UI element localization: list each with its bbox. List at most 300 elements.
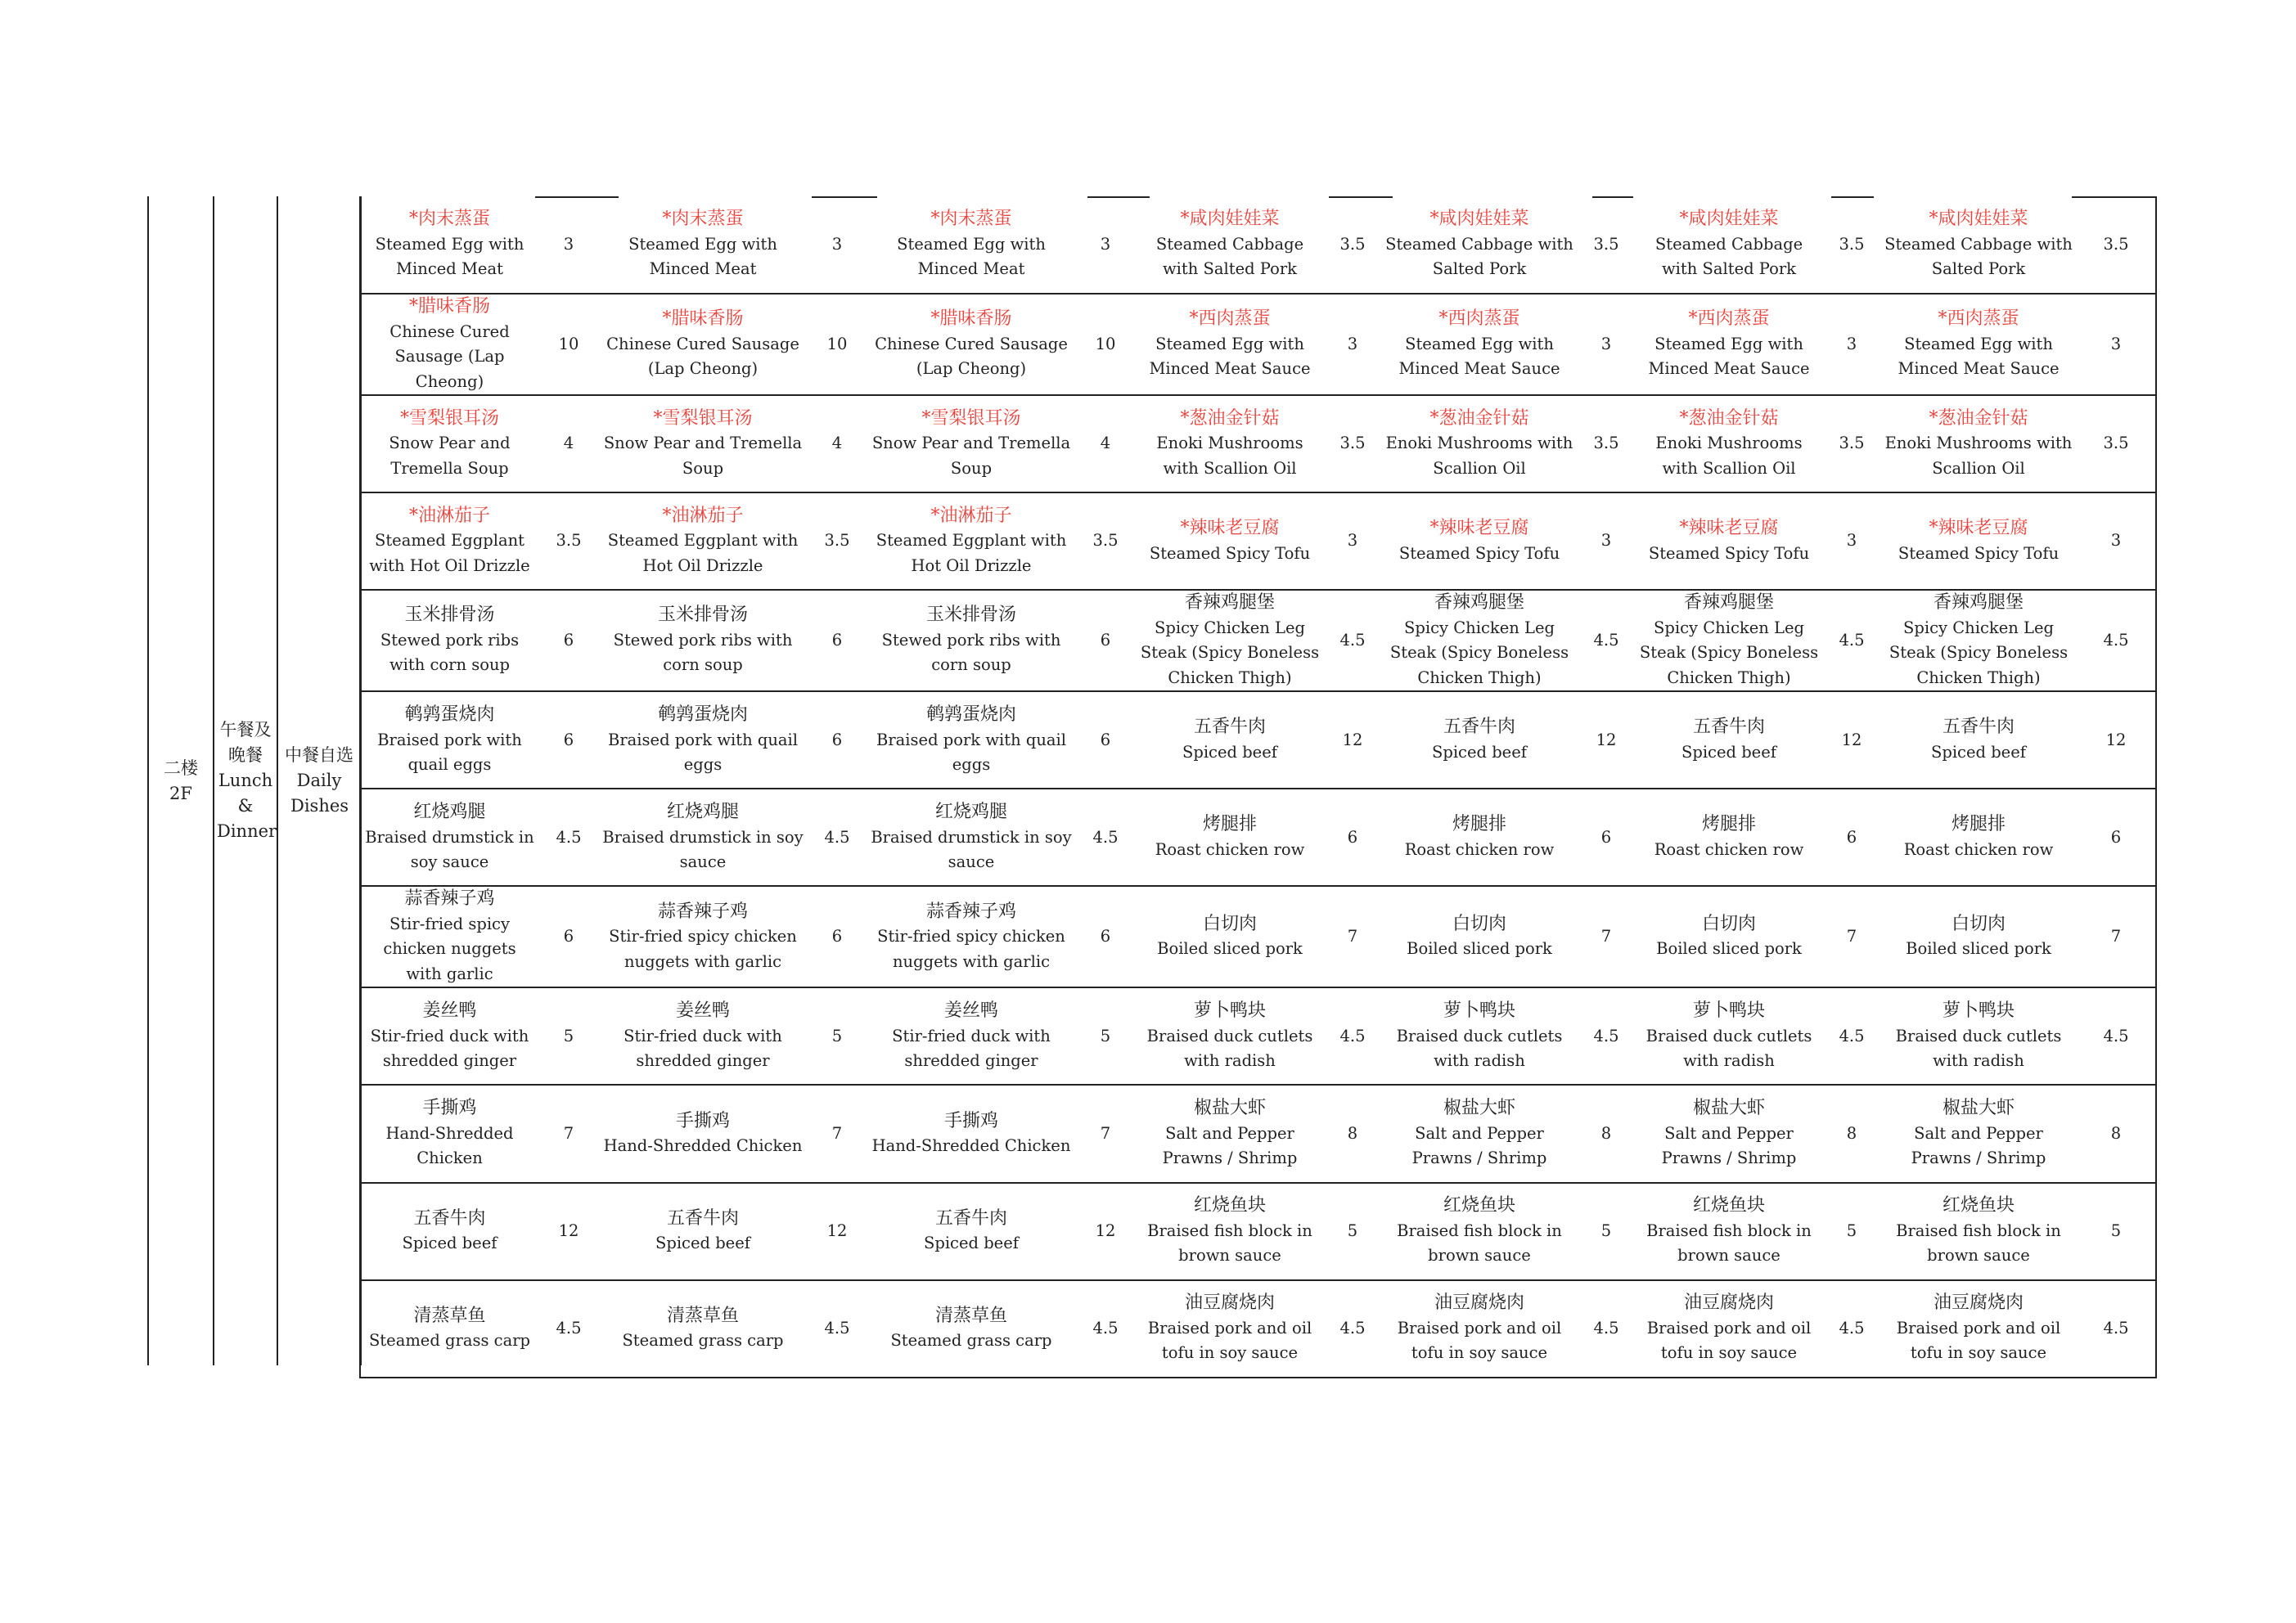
dish-name-en: Stir-fried duck with shredded ginger: [370, 1026, 529, 1071]
dish-name-cn: 白切肉: [1452, 913, 1506, 934]
dish-price: 3.5: [1075, 492, 1136, 590]
dish-cell: [1136, 1085, 1324, 1182]
dish-name-cn: *油淋茄子: [662, 505, 744, 526]
menu-row: [360, 1280, 2156, 1378]
dish-cell: [599, 886, 807, 987]
dish-name-cn: 白切肉: [1951, 913, 2006, 934]
dish-name-cn: 萝卜鸭块: [1942, 1000, 2015, 1022]
dish-name-cn: 姜丝鸭: [943, 1000, 998, 1022]
dish-name-cn: 五香牛肉: [413, 1207, 486, 1229]
dish-price: 6: [807, 691, 867, 789]
meal-label: [214, 196, 277, 1365]
dish-name-cn: 油豆腐烧肉: [1683, 1293, 1774, 1314]
dish-name-cn: *辣味老豆腐: [1180, 518, 1280, 539]
dish-price: 7: [538, 1085, 599, 1182]
dish-name-en: Snow Pear and Tremella Soup: [871, 434, 1071, 478]
dish-price: 3.5: [2077, 395, 2156, 492]
dish-cell: [1136, 590, 1324, 691]
floor-cn: 二楼: [164, 758, 198, 778]
dish-name-cn: 清蒸草鱼: [413, 1305, 486, 1326]
dish-price: 3: [1823, 294, 1880, 395]
menu-row: [360, 886, 2156, 987]
dish-name-en: Steamed Egg with Minced Meat Sauce: [1898, 334, 2060, 379]
dish-name-cn: *油淋茄子: [930, 505, 1012, 526]
dish-price: 12: [1578, 691, 1635, 789]
dish-name-cn: 五香牛肉: [1443, 717, 1515, 738]
dish-price: 3.5: [538, 492, 599, 590]
dish-name-en: Braised drumstick in soy sauce: [365, 827, 534, 872]
dish-name-en: Steamed Cabbage with Salted Pork: [1654, 234, 1803, 279]
dish-price: 7: [2077, 886, 2156, 987]
menu-row: [360, 1085, 2156, 1182]
dish-cell: [599, 590, 807, 691]
dish-name-cn: 红烧鱼块: [1692, 1195, 1765, 1216]
dish-name-en: Steamed Eggplant with Hot Oil Drizzle: [607, 531, 799, 575]
dish-cell: [360, 1085, 538, 1182]
dish-cell: [1635, 590, 1823, 691]
dish-price: 3.5: [1324, 196, 1381, 294]
dish-name-en: Steamed Eggplant with Hot Oil Drizzle: [369, 531, 530, 575]
dish-cell: [360, 1183, 538, 1280]
dish-cell: [1136, 1280, 1324, 1378]
dish-cell: [1880, 789, 2077, 886]
dish-price: 4.5: [1578, 590, 1635, 691]
dish-price: 7: [807, 1085, 867, 1182]
dish-cell: [599, 395, 807, 492]
dish-name-cn: 油豆腐烧肉: [1933, 1293, 2024, 1314]
dish-name-cn: 鹌鹑蛋烧肉: [404, 704, 495, 726]
dish-name-en: Roast chicken row: [1155, 839, 1305, 859]
dish-name-en: Braised duck cutlets with radish: [1895, 1026, 2062, 1071]
dish-price: 4: [1075, 395, 1136, 492]
dish-cell: [1381, 590, 1578, 691]
dish-name-en: Braised fish block in brown sauce: [1397, 1221, 1562, 1266]
dish-name-en: Spiced beef: [1431, 742, 1527, 762]
dish-price: 12: [1075, 1183, 1136, 1280]
dish-name-cn: 萝卜鸭块: [1692, 1000, 1765, 1022]
category-labels: [147, 196, 362, 1365]
dish-name-en: Boiled sliced pork: [1407, 939, 1552, 959]
dish-price: 3: [2077, 294, 2156, 395]
dish-name-en: Steamed Egg with Minced Meat Sauce: [1398, 334, 1560, 379]
dish-price: 4.5: [538, 1280, 599, 1378]
dish-name-cn: 白切肉: [1701, 913, 1756, 934]
dish-cell: [867, 294, 1075, 395]
dish-cell: [360, 196, 538, 294]
dish-cell: [1136, 691, 1324, 789]
dish-price: 7: [1075, 1085, 1136, 1182]
dish-cell: [1136, 395, 1324, 492]
dish-cell: [599, 1280, 807, 1378]
meal-cn: 午餐及晚餐: [219, 720, 272, 765]
dish-name-cn: 姜丝鸭: [422, 1000, 477, 1022]
dish-name-en: Steamed Egg with Minced Meat: [375, 234, 524, 279]
dish-cell: [360, 886, 538, 987]
dish-name-cn: *肉末蒸蛋: [408, 209, 490, 230]
dish-name-cn: 香辣鸡腿堡: [1933, 592, 2024, 614]
dish-price: 4: [538, 395, 599, 492]
menu-row: [360, 294, 2156, 395]
dish-name-en: Spiced beef: [923, 1234, 1019, 1253]
dish-name-en: Spiced beef: [1681, 742, 1776, 762]
dish-price: 8: [2077, 1085, 2156, 1182]
dish-name-cn: 香辣鸡腿堡: [1434, 592, 1524, 614]
dish-price: 6: [1578, 789, 1635, 886]
dish-cell: [867, 196, 1075, 294]
dish-cell: [1635, 691, 1823, 789]
dish-price: 3: [2077, 492, 2156, 590]
dish-name-en: Braised pork with quail eggs: [608, 730, 798, 775]
dish-cell: [1381, 196, 1578, 294]
dish-name-cn: 鹌鹑蛋烧肉: [657, 704, 748, 726]
dish-price: 3: [1578, 492, 1635, 590]
dish-name-cn: 红烧鱼块: [1443, 1195, 1515, 1216]
dish-price: 6: [538, 886, 599, 987]
dish-name-en: Steamed Cabbage with Salted Pork: [1385, 234, 1573, 279]
dish-cell: [360, 590, 538, 691]
dish-cell: [1136, 886, 1324, 987]
dish-name-cn: 五香牛肉: [934, 1207, 1007, 1229]
dish-price: 4.5: [807, 789, 867, 886]
dish-name-cn: *西肉蒸蛋: [1688, 308, 1770, 330]
meal-en: Lunch & Dinner: [217, 771, 277, 841]
dish-price: 10: [538, 294, 599, 395]
dish-price: 6: [807, 886, 867, 987]
dish-name-en: Roast chicken row: [1654, 839, 1804, 859]
dish-price: 3: [1075, 196, 1136, 294]
dish-name-cn: *西肉蒸蛋: [1189, 308, 1271, 330]
dish-name-cn: 烤腿排: [1202, 814, 1257, 835]
dish-name-cn: 玉米排骨汤: [404, 605, 495, 626]
dish-name-en: Steamed Spicy Tofu: [1149, 543, 1311, 563]
dish-name-cn: 五香牛肉: [1193, 717, 1266, 738]
dish-name-en: Spiced beef: [655, 1234, 750, 1253]
dish-cell: [360, 789, 538, 886]
dish-name-en: Spicy Chicken Leg Steak (Spicy Boneless Chicken Thigh): [1140, 618, 1320, 687]
dish-price: 4.5: [1823, 1280, 1880, 1378]
dish-cell: [599, 789, 807, 886]
dish-name-en: Braised drumstick in soy sauce: [871, 827, 1072, 872]
dish-name-en: Braised fish block in brown sauce: [1646, 1221, 1812, 1266]
dish-price: 3: [538, 196, 599, 294]
menu-row: [360, 987, 2156, 1085]
category-label: [277, 196, 361, 1365]
menu-row: [360, 691, 2156, 789]
dish-name-cn: 烤腿排: [1951, 814, 2006, 835]
dish-name-en: Salt and Pepper Prawns / Shrimp: [1162, 1123, 1298, 1168]
dish-cell: [1635, 789, 1823, 886]
dish-cell: [1880, 886, 2077, 987]
dish-cell: [1880, 1183, 2077, 1280]
floor-en: 2F: [169, 783, 192, 803]
dish-price: 7: [1324, 886, 1381, 987]
dish-price: 4.5: [1324, 987, 1381, 1085]
dish-name-en: Roast chicken row: [1903, 839, 2054, 859]
dish-name-en: Steamed Egg with Minced Meat: [628, 234, 777, 279]
dish-name-en: Steamed grass carp: [890, 1331, 1052, 1351]
dish-price: 10: [807, 294, 867, 395]
dish-price: 12: [1324, 691, 1381, 789]
dish-name-cn: 椒盐大虾: [1443, 1098, 1515, 1119]
dish-cell: [1136, 492, 1324, 590]
dish-price: 3.5: [1823, 196, 1880, 294]
dish-cell: [599, 691, 807, 789]
dish-name-en: Stewed pork ribs with corn soup: [881, 630, 1061, 675]
dish-name-en: Salt and Pepper Prawns / Shrimp: [1661, 1123, 1797, 1168]
dish-name-cn: *咸肉娃娃菜: [1429, 209, 1529, 230]
menu-table: [359, 196, 2157, 1378]
dish-name-en: Snow Pear and Tremella Soup: [603, 434, 803, 478]
dish-price: 4.5: [1075, 1280, 1136, 1378]
dish-cell: [1880, 395, 2077, 492]
dish-name-cn: 五香牛肉: [1942, 717, 2015, 738]
dish-price: 6: [1324, 789, 1381, 886]
dish-cell: [1635, 886, 1823, 987]
dish-name-en: Braised fish block in brown sauce: [1896, 1221, 2061, 1266]
dish-cell: [1635, 294, 1823, 395]
dish-cell: [867, 1085, 1075, 1182]
dish-cell: [867, 395, 1075, 492]
dish-cell: [1635, 492, 1823, 590]
dish-price: 4.5: [1075, 789, 1136, 886]
dish-name-en: Chinese Cured Sausage (Lap Cheong): [606, 334, 799, 379]
menu-row: [360, 395, 2156, 492]
dish-name-en: Steamed grass carp: [368, 1331, 531, 1351]
dish-name-cn: *葱油金针菇: [1429, 407, 1529, 429]
dish-cell: [1381, 1183, 1578, 1280]
dish-cell: [867, 590, 1075, 691]
dish-price: 6: [538, 590, 599, 691]
dish-price: 6: [1075, 691, 1136, 789]
dish-price: 8: [1578, 1085, 1635, 1182]
dish-name-cn: 蒜香辣子鸡: [404, 888, 495, 910]
dish-name-cn: 烤腿排: [1701, 814, 1756, 835]
dish-name-en: Spicy Chicken Leg Steak (Spicy Boneless Chicken Thigh): [1639, 618, 1819, 687]
dish-name-en: Stir-fried spicy chicken nuggets with garlic: [609, 927, 797, 971]
dish-name-cn: 香辣鸡腿堡: [1683, 592, 1774, 614]
dish-price: 3.5: [1578, 395, 1635, 492]
dish-cell: [1136, 789, 1324, 886]
dish-price: 12: [807, 1183, 867, 1280]
dish-price: 5: [1578, 1183, 1635, 1280]
dish-name-en: Snow Pear and Tremella Soup: [389, 434, 511, 478]
dish-price: 5: [1324, 1183, 1381, 1280]
dish-cell: [1136, 196, 1324, 294]
dish-name-cn: *葱油金针菇: [1929, 407, 2028, 429]
dish-price: 7: [1823, 886, 1880, 987]
dish-cell: [599, 294, 807, 395]
dish-name-en: Spiced beef: [1182, 742, 1277, 762]
dish-price: 7: [1578, 886, 1635, 987]
dish-name-en: Steamed Spicy Tofu: [1898, 543, 2060, 563]
category-en: Daily Dishes: [290, 771, 349, 816]
dish-name-en: Steamed Eggplant with Hot Oil Drizzle: [876, 531, 1067, 575]
dish-name-cn: 椒盐大虾: [1942, 1098, 2015, 1119]
dish-cell: [867, 1280, 1075, 1378]
dish-name-en: Braised pork and oil tofu in soy sauce: [1147, 1318, 1312, 1363]
dish-name-en: Roast chicken row: [1404, 839, 1555, 859]
dish-name-cn: 白切肉: [1202, 913, 1257, 934]
dish-name-en: Spiced beef: [402, 1234, 497, 1253]
dish-price: 4.5: [1324, 1280, 1381, 1378]
dish-price: 12: [1823, 691, 1880, 789]
dish-name-en: Braised duck cutlets with radish: [1146, 1026, 1313, 1071]
dish-price: 3: [1823, 492, 1880, 590]
dish-name-cn: *雪梨银耳汤: [921, 407, 1021, 429]
dish-price: 4.5: [538, 789, 599, 886]
dish-cell: [1381, 1085, 1578, 1182]
dish-name-en: Salt and Pepper Prawns / Shrimp: [1911, 1123, 2046, 1168]
dish-cell: [867, 492, 1075, 590]
dish-cell: [1381, 987, 1578, 1085]
dish-name-cn: *葱油金针菇: [1180, 407, 1280, 429]
dish-name-en: Hand-Shredded Chicken: [385, 1123, 514, 1168]
dish-name-en: Stewed pork ribs with corn soup: [613, 630, 793, 675]
dish-price: 4.5: [2077, 590, 2156, 691]
dish-name-cn: *葱油金针菇: [1679, 407, 1779, 429]
dish-cell: [1381, 395, 1578, 492]
dish-name-cn: 香辣鸡腿堡: [1184, 592, 1275, 614]
dish-price: 6: [2077, 789, 2156, 886]
dish-name-en: Steamed Egg with Minced Meat Sauce: [1648, 334, 1810, 379]
dish-price: 10: [1075, 294, 1136, 395]
dish-name-en: Enoki Mushrooms with Scallion Oil: [1884, 434, 2073, 478]
dish-cell: [1880, 492, 2077, 590]
menu-row: [360, 196, 2156, 294]
dish-name-en: Salt and Pepper Prawns / Shrimp: [1411, 1123, 1547, 1168]
dish-price: 6: [1075, 590, 1136, 691]
dish-name-cn: *腊味香肠: [930, 308, 1012, 330]
dish-cell: [1381, 789, 1578, 886]
dish-name-cn: 油豆腐烧肉: [1184, 1293, 1275, 1314]
dish-price: 4.5: [1578, 1280, 1635, 1378]
dish-name-en: Chinese Cured Sausage (Lap Cheong): [389, 321, 510, 391]
dish-cell: [599, 1183, 807, 1280]
dish-cell: [599, 987, 807, 1085]
dish-cell: [1880, 590, 2077, 691]
dish-name-en: Stewed pork ribs with corn soup: [380, 630, 520, 675]
dish-name-cn: 蒜香辣子鸡: [925, 901, 1016, 922]
dish-price: 4.5: [2077, 987, 2156, 1085]
dish-name-en: Boiled sliced pork: [1656, 939, 1802, 959]
dish-name-cn: 椒盐大虾: [1193, 1098, 1266, 1119]
dish-price: 4: [807, 395, 867, 492]
dish-cell: [867, 886, 1075, 987]
dish-cell: [360, 492, 538, 590]
dish-cell: [1635, 987, 1823, 1085]
menu-row: [360, 1183, 2156, 1280]
dish-price: 3: [1324, 492, 1381, 590]
dish-cell: [1635, 1280, 1823, 1378]
dish-price: 3: [807, 196, 867, 294]
dish-cell: [1635, 1085, 1823, 1182]
dish-price: 5: [538, 987, 599, 1085]
dish-name-en: Hand-Shredded Chicken: [871, 1136, 1071, 1155]
dish-name-en: Braised fish block in brown sauce: [1147, 1221, 1312, 1266]
menu-row: [360, 492, 2156, 590]
dish-cell: [599, 196, 807, 294]
dish-name-en: Spicy Chicken Leg Steak (Spicy Boneless Chicken Thigh): [1389, 618, 1569, 687]
dish-name-en: Braised pork and oil tofu in soy sauce: [1646, 1318, 1812, 1363]
dish-cell: [599, 1085, 807, 1182]
dish-price: 3.5: [1578, 196, 1635, 294]
dish-name-en: Spicy Chicken Leg Steak (Spicy Boneless Chicken Thigh): [1889, 618, 2069, 687]
dish-name-cn: 五香牛肉: [666, 1207, 739, 1229]
dish-name-cn: 玉米排骨汤: [925, 605, 1016, 626]
dish-name-cn: 烤腿排: [1452, 814, 1506, 835]
dish-name-cn: *辣味老豆腐: [1679, 518, 1779, 539]
dish-name-cn: *雪梨银耳汤: [399, 407, 499, 429]
dish-name-cn: 红烧鱼块: [1942, 1195, 2015, 1216]
dish-name-cn: 蒜香辣子鸡: [657, 901, 748, 922]
dish-name-en: Braised pork with quail eggs: [377, 730, 522, 775]
category-cn: 中餐自选: [285, 745, 353, 765]
dish-cell: [599, 492, 807, 590]
dish-name-cn: *咸肉娃娃菜: [1180, 209, 1280, 230]
dish-price: 3: [1578, 294, 1635, 395]
dish-name-cn: *辣味老豆腐: [1429, 518, 1529, 539]
dish-cell: [360, 987, 538, 1085]
dish-name-en: Braised duck cutlets with radish: [1396, 1026, 1563, 1071]
dish-cell: [1381, 691, 1578, 789]
dish-price: 3.5: [807, 492, 867, 590]
dish-cell: [1635, 196, 1823, 294]
dish-name-cn: *辣味老豆腐: [1929, 518, 2028, 539]
dish-price: 4.5: [1823, 590, 1880, 691]
dish-price: 6: [538, 691, 599, 789]
dish-price: 5: [2077, 1183, 2156, 1280]
dish-name-cn: 红烧鸡腿: [413, 802, 486, 823]
dish-name-en: Steamed Spicy Tofu: [1648, 543, 1810, 563]
dish-cell: [1381, 886, 1578, 987]
dish-name-cn: 手撕鸡: [943, 1110, 998, 1131]
dish-name-cn: *雪梨银耳汤: [653, 407, 753, 429]
dish-name-en: Hand-Shredded Chicken: [603, 1136, 803, 1155]
dish-price: 6: [1823, 789, 1880, 886]
dish-name-cn: 萝卜鸭块: [1193, 1000, 1266, 1022]
dish-name-en: Steamed Spicy Tofu: [1398, 543, 1560, 563]
dish-name-en: Boiled sliced pork: [1906, 939, 2051, 959]
dish-name-en: Stir-fried spicy chicken nuggets with garlic: [383, 914, 516, 983]
floor-label: [148, 196, 214, 1365]
dish-cell: [1880, 1280, 2077, 1378]
dish-price: 8: [1823, 1085, 1880, 1182]
dish-price: 12: [538, 1183, 599, 1280]
dish-name-cn: *肉末蒸蛋: [930, 209, 1012, 230]
dish-name-cn: 红烧鸡腿: [666, 802, 739, 823]
dish-name-cn: *腊味香肠: [662, 308, 744, 330]
dish-name-en: Steamed grass carp: [622, 1331, 784, 1351]
dish-name-en: Enoki Mushrooms with Scallion Oil: [1655, 434, 1803, 478]
dish-name-en: Braised pork with quail eggs: [876, 730, 1066, 775]
dish-price: 6: [807, 590, 867, 691]
dish-price: 4.5: [1324, 590, 1381, 691]
dish-price: 3: [1324, 294, 1381, 395]
dish-name-cn: 鹌鹑蛋烧肉: [925, 704, 1016, 726]
dish-name-en: Braised pork and oil tofu in soy sauce: [1397, 1318, 1562, 1363]
dish-name-en: Stir-fried spicy chicken nuggets with garlic: [877, 927, 1065, 971]
dish-name-en: Boiled sliced pork: [1157, 939, 1303, 959]
dish-cell: [360, 294, 538, 395]
dish-price: 5: [1823, 1183, 1880, 1280]
dish-name-cn: 红烧鸡腿: [934, 802, 1007, 823]
dish-name-en: Chinese Cured Sausage (Lap Cheong): [875, 334, 1068, 379]
dish-cell: [1136, 1183, 1324, 1280]
dish-name-cn: *西肉蒸蛋: [1438, 308, 1520, 330]
dish-cell: [360, 1280, 538, 1378]
dish-price: 4.5: [2077, 1280, 2156, 1378]
dish-cell: [867, 1183, 1075, 1280]
